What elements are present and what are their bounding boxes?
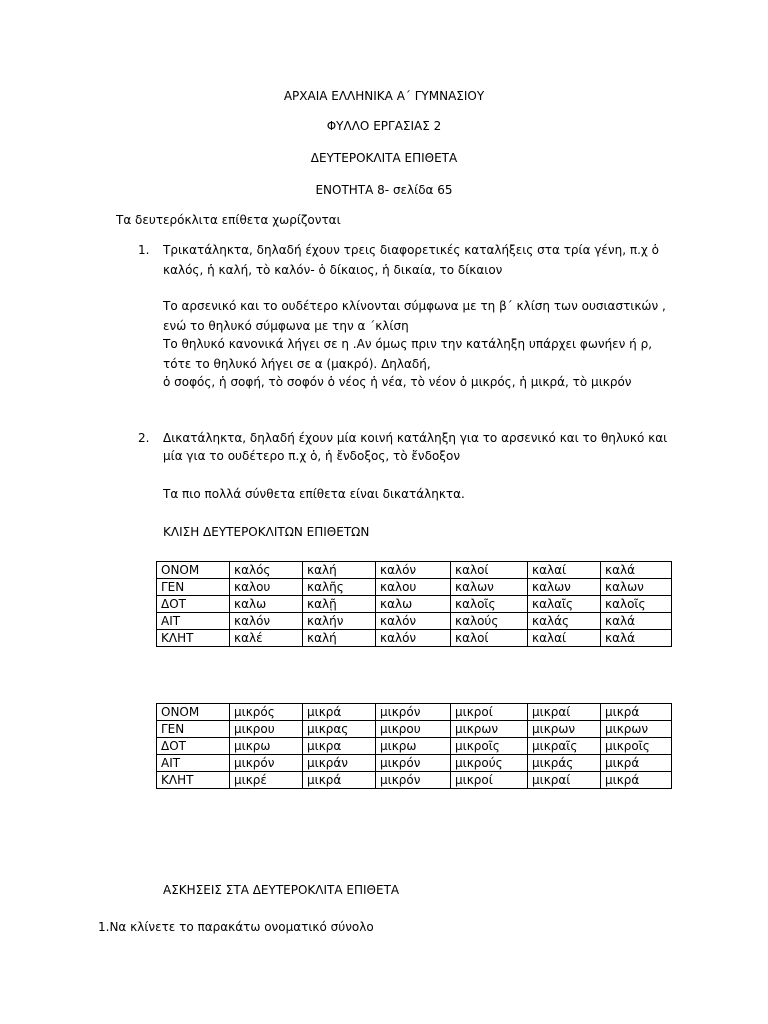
form-cell: μικρω: [376, 738, 451, 755]
form-cell: καλόν: [376, 562, 451, 579]
form-cell: καλω: [230, 596, 303, 613]
form-cell: μικρων: [601, 721, 672, 738]
table-row: [157, 755, 672, 772]
exercise-item-1: 1.Να κλίνετε το παρακάτω ονοματικό σύνολο: [98, 920, 374, 934]
table-row: [157, 772, 672, 789]
form-cell: μικροί: [451, 772, 528, 789]
form-cell: καλῆς: [303, 579, 376, 596]
table-row: [157, 613, 672, 630]
form-cell: καλων: [451, 579, 528, 596]
header-unit: ΕΝΟΤΗΤΑ 8- σελίδα 65: [315, 183, 453, 197]
form-cell: καλά: [601, 562, 672, 579]
form-cell: μικρόν: [376, 772, 451, 789]
section1-line1: Τρικατάληκτα, δηλαδή έχουν τρεις διαφορετικές καταλήξεις στα τρία γένη, π.χ ὁ: [163, 243, 659, 257]
section2-line1: Δικατάληκτα, δηλαδή έχουν μία κοινή κατάληξη για το αρσενικό και το θηλυκό και: [163, 431, 668, 445]
form-cell: μικρου: [230, 721, 303, 738]
form-cell: μικρά: [601, 704, 672, 721]
form-cell: καλή: [303, 630, 376, 647]
form-cell: μικραί: [528, 704, 601, 721]
case-label-cell: ΔΟΤ: [157, 596, 230, 613]
declension-heading: ΚΛΙΣΗ ΔΕΥΤΕΡΟΚΛΙΤΩΝ ΕΠΙΘΕΤΩΝ: [163, 525, 370, 539]
section1-number: 1.: [138, 243, 150, 257]
section2-line2: μία για το ουδέτερο π.χ ὁ, ἡ ἔνδοξος, τὸ ἔνδοξον: [163, 449, 461, 463]
form-cell: καλά: [601, 613, 672, 630]
form-cell: καλαῖς: [528, 596, 601, 613]
form-cell: μικρά: [601, 772, 672, 789]
form-cell: μικρόν: [376, 755, 451, 772]
case-label-cell: ΚΛΗΤ: [157, 630, 230, 647]
form-cell: καλόν: [230, 613, 303, 630]
section1-para-line4: τότε το θηλυκό λήγει σε α (μακρό). Δηλαδή,: [163, 357, 431, 371]
case-label-cell: ΔΟΤ: [157, 738, 230, 755]
form-cell: μικρόν: [230, 755, 303, 772]
form-cell: καλάς: [528, 613, 601, 630]
table-row: [157, 630, 672, 647]
form-cell: καλω: [376, 596, 451, 613]
header-topic: ΔΕΥΤΕΡΟΚΛΙΤΑ ΕΠΙΘΕΤΑ: [310, 151, 458, 165]
form-cell: καλοί: [451, 562, 528, 579]
form-cell: μικράν: [303, 755, 376, 772]
section1-examples: ὁ σοφός, ἡ σοφή, τὸ σοφόν ὁ νέος ἡ νέα, τὸ νέον ὁ μικρός, ἡ μικρά, τὸ μικρόν: [163, 375, 632, 389]
form-cell: καλῇ: [303, 596, 376, 613]
form-cell: μικρά: [303, 772, 376, 789]
section2-number: 2.: [138, 431, 150, 445]
intro-text: Τα δευτερόκλιτα επίθετα χωρίζονται: [116, 213, 341, 227]
case-label-cell: ΑΙΤ: [157, 755, 230, 772]
form-cell: καλων: [528, 579, 601, 596]
section1-line2: καλός, ἡ καλή, τὸ καλόν- ὁ δίκαιος, ἡ δικαία, το δίκαιον: [163, 263, 503, 277]
form-cell: καλων: [601, 579, 672, 596]
header-worksheet: ΦΥΛΛΟ ΕΡΓΑΣΙΑΣ 2: [326, 119, 442, 133]
form-cell: μικραῖς: [528, 738, 601, 755]
form-cell: καλόν: [376, 613, 451, 630]
form-cell: μικράς: [528, 755, 601, 772]
header-subject: ΑΡΧΑΙΑ ΕΛΛΗΝΙΚΑ Α΄ ΓΥΜΝΑΣΙΟΥ: [283, 89, 485, 103]
form-cell: καλου: [376, 579, 451, 596]
table-row: [157, 721, 672, 738]
form-cell: καλόν: [376, 630, 451, 647]
table-row: [157, 562, 672, 579]
case-label-cell: ΑΙΤ: [157, 613, 230, 630]
form-cell: μικρου: [376, 721, 451, 738]
form-cell: μικροῖς: [601, 738, 672, 755]
table-row: [157, 704, 672, 721]
form-cell: καλούς: [451, 613, 528, 630]
form-cell: καλά: [601, 630, 672, 647]
form-cell: καλέ: [230, 630, 303, 647]
form-cell: καλαί: [528, 562, 601, 579]
case-label-cell: ΚΛΗΤ: [157, 772, 230, 789]
declension-table-mikros: [156, 703, 672, 789]
form-cell: καλοῖς: [451, 596, 528, 613]
form-cell: μικρω: [230, 738, 303, 755]
form-cell: καλήν: [303, 613, 376, 630]
table-row: [157, 738, 672, 755]
case-label-cell: ΟΝΟΜ: [157, 562, 230, 579]
form-cell: μικρας: [303, 721, 376, 738]
table-row: [157, 579, 672, 596]
table-row: [157, 596, 672, 613]
form-cell: μικρα: [303, 738, 376, 755]
form-cell: μικρέ: [230, 772, 303, 789]
section1-para-line3: Το θηλυκό κανονικά λήγει σε η .Αν όμως πριν την κατάληξη υπάρχει φωνήεν ή ρ,: [163, 337, 653, 351]
exercises-heading: ΑΣΚΗΣΕΙΣ ΣΤΑ ΔΕΥΤΕΡΟΚΛΙΤΑ ΕΠΙΘΕΤΑ: [163, 883, 400, 897]
section1-para-line2: ενώ το θηλυκό σύμφωνα με την α ΄κλίση: [163, 319, 409, 333]
case-label-cell: ΓΕΝ: [157, 721, 230, 738]
form-cell: μικρά: [601, 755, 672, 772]
form-cell: μικροί: [451, 704, 528, 721]
form-cell: μικρων: [528, 721, 601, 738]
form-cell: καλός: [230, 562, 303, 579]
form-cell: μικρόν: [376, 704, 451, 721]
section2-note: Τα πιο πολλά σύνθετα επίθετα είναι δικατάληκτα.: [163, 487, 465, 501]
form-cell: καλή: [303, 562, 376, 579]
form-cell: μικρων: [451, 721, 528, 738]
form-cell: μικρούς: [451, 755, 528, 772]
case-label-cell: ΓΕΝ: [157, 579, 230, 596]
section1-para-line1: Το αρσενικό και το ουδέτερο κλίνονται σύμφωνα με τη β΄ κλίση των ουσιαστικών ,: [163, 299, 666, 313]
form-cell: καλοῖς: [601, 596, 672, 613]
case-label-cell: ΟΝΟΜ: [157, 704, 230, 721]
form-cell: μικροῖς: [451, 738, 528, 755]
form-cell: καλαί: [528, 630, 601, 647]
form-cell: μικρά: [303, 704, 376, 721]
form-cell: μικρός: [230, 704, 303, 721]
form-cell: καλοί: [451, 630, 528, 647]
form-cell: μικραί: [528, 772, 601, 789]
form-cell: καλου: [230, 579, 303, 596]
declension-table-kalos: [156, 561, 672, 647]
